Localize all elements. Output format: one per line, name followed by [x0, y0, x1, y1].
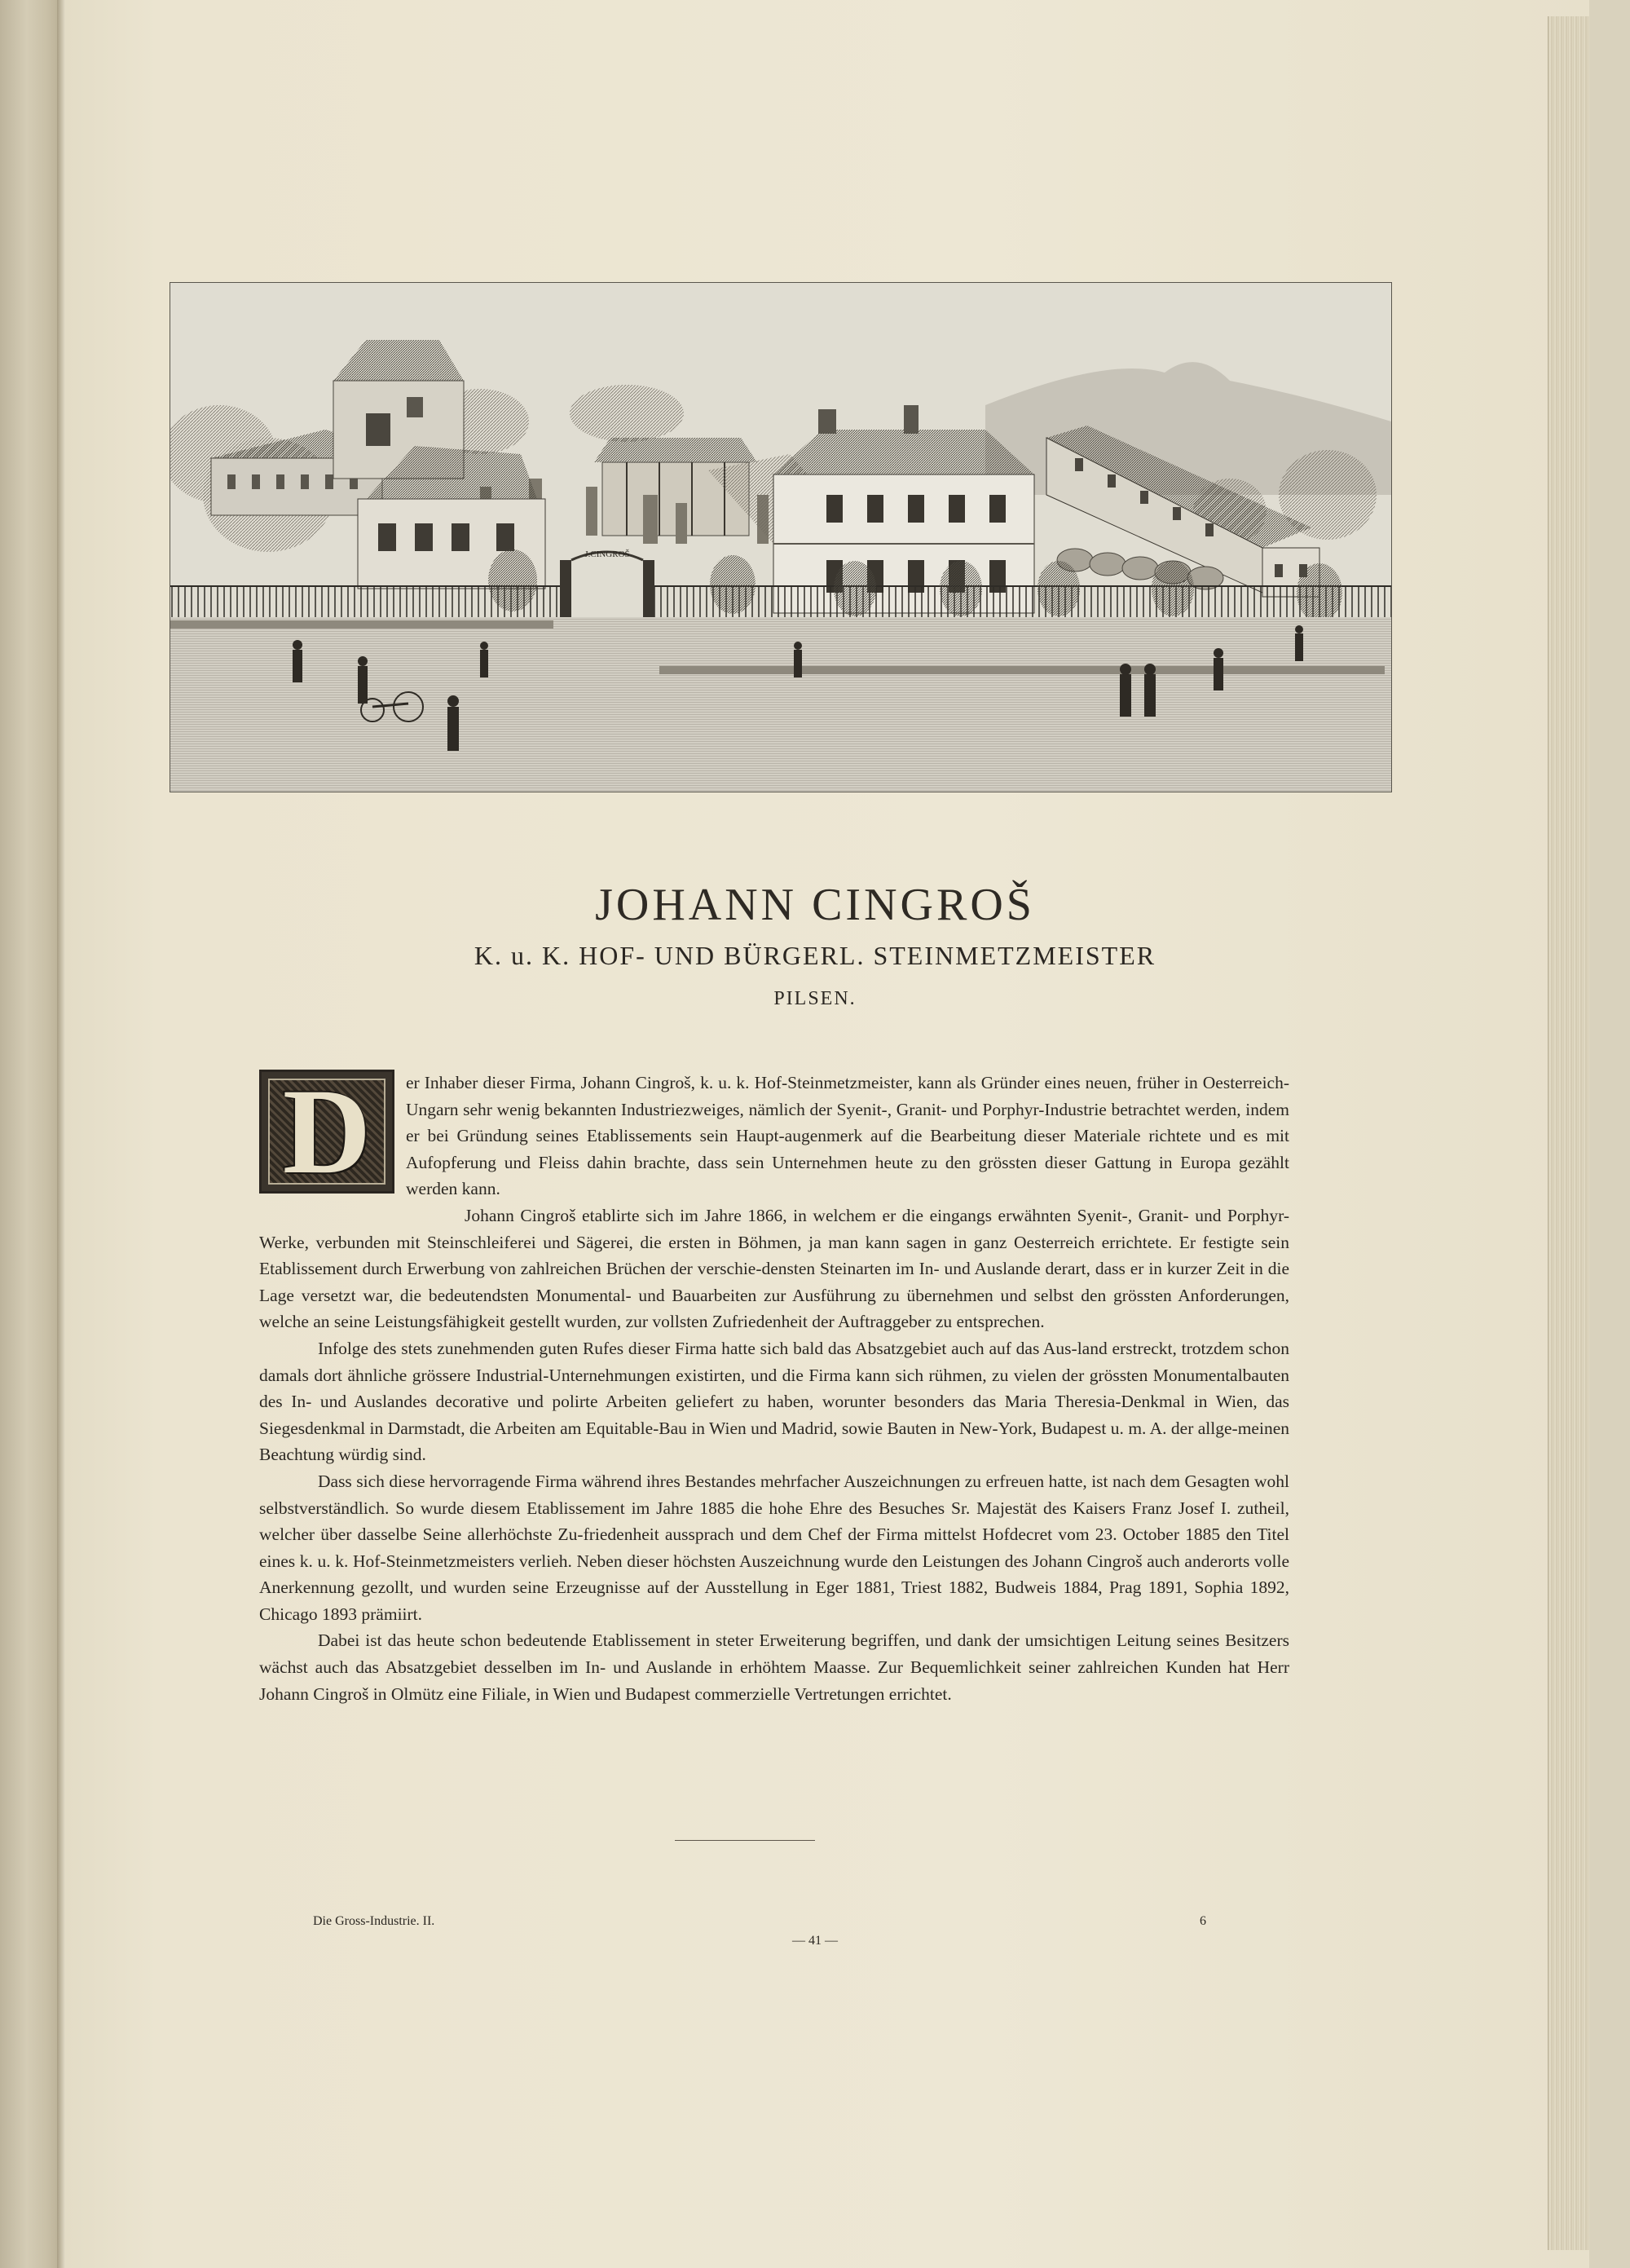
footer-signature-mark: 6	[1200, 1914, 1206, 1928]
page-subtitle: K. u. K. HOF- UND BÜRGERL. STEINMETZMEISTER	[474, 941, 1156, 970]
page-number: — 41 —	[792, 1934, 838, 1948]
paragraph-5: Dabei ist das heute schon bedeutende Etablissement in steter Erweiterung begriffen, und dank der umsichtigen Leitung seines Besitzers wächst auch das Absatzgebiet desselben im In- und Auslande in erhöhtem Maasse. Zur Bequemlichkeit seiner zahlreichen Kunden hat Herr Johann Cingroš in Olmütz eine Filiale, in Wien und Budapest commerzielle Vertretungen errichtet.	[259, 1630, 1289, 1704]
closing-rule	[675, 1840, 815, 1841]
paragraph-4: Dass sich diese hervorragende Firma während ihres Bestandes mehrfacher Auszeichnungen zu erfreuen hatte, ist nach dem Gesagten wohl selbstverständlich. So wurde diesem Etablissement im Jahre 1885 die hohe Ehre des Besuches Sr. Majestät des Kaisers Franz Josef I. zutheil, welcher über dasselbe Seine allerhöchste Zu-friedenheit aussprach und dem Chef der Firma mittelst Hofdecret vom 23. October 1885 den Titel eines k. u. k. Hof-Steinmetzmeisters verlieh. Neben dieser höchsten Auszeichnung wurde den Leistungen des Johann Cingroš auch anderorts volle Anerkennung gezollt, und wurden seine Erzeugnisse auf der Ausstellung in Eger 1881, Triest 1882, Budweis 1884, Prag 1891, Sophia 1892, Chicago 1893 prämiirt.	[259, 1471, 1289, 1624]
paragraph-3: Infolge des stets zunehmenden guten Rufes dieser Firma hatte sich bald das Absatzgebiet auch auf das Aus-land erstreckt, trotzdem schon damals dort ähnliche grössere Industrial-Unternehmungen existirten, und die Firma kann sich rühmen, zu vielen der grössten Monumentalbauten des In- und Auslandes decorative und polirte Arbeiten geliefert zu haben, worunter besonders das Maria Theresia-Denkmal in Wien, das Siegesdenkmal in Darmstadt, die Arbeiten am Equitable-Bau in Wien und Madrid, sowie Bauten in New-York, Budapest u. m. A. der allge-meinen Beachtung würdig sind.	[259, 1338, 1289, 1465]
drop-cap-letter: D	[282, 1064, 372, 1199]
drop-cap	[259, 1064, 394, 1199]
page-edges	[1548, 16, 1589, 2250]
spine-edge	[57, 0, 65, 2268]
paragraph-2: Johann Cingroš etablirte sich im Jahre 1866, in welchem er die eingangs erwähnten Syenit-, Granit- und Porphyr-Werke, verbunden mit Steinschleiferei und Sägerei, die ersten in Böhmen, ja man kann sagen in ganz Oesterreich errichtete. Er festigte sein Etablissement durch Erwerbung von zahlreichen Brüchen der verschie-densten Steinarten im In- und Auslande derart, dass er in kurzer Zeit in die Lage versetzt war, die bedeutendsten Monumental- und Bauarbeiten zur Ausführung zu übernehmen und selbst den grössten Anforderungen, welche an seine Leistungsfähigkeit gestellt wurden, zur vollsten Zufriedenheit der Auftraggeber zu entsprechen.	[259, 1205, 1289, 1332]
page-title: JOHANN CINGROŠ	[595, 880, 1035, 930]
gate-sign: J.CINGROŠ	[584, 549, 630, 559]
location-line: PILSEN.	[773, 988, 857, 1009]
article-body	[259, 1064, 1289, 1707]
footer-series-title: Die Gross-Industrie. II.	[313, 1914, 435, 1928]
paragraph-1: er Inhaber dieser Firma, Johann Cingroš, k. u. k. Hof-Steinmetzmeister, kann als Gründer eines neuen, früher in Oesterreich-Ungarn sehr wenig bekannten Industriezweiges, nämlich der Syenit-, Granit- und Porphyr-Industrie betrachtet werden, indem er bei Gründung seines Etablissements sein Haupt-augenmerk auf die Bearbeitung dieser Materiale richtete und es mit Aufopferung und Fleiss dahin brachte, dass sein Unternehmen heute zu den grössten dieser Gattung in Europa gezählt werden kann.	[406, 1073, 1289, 1199]
factory-engraving	[170, 282, 1392, 792]
